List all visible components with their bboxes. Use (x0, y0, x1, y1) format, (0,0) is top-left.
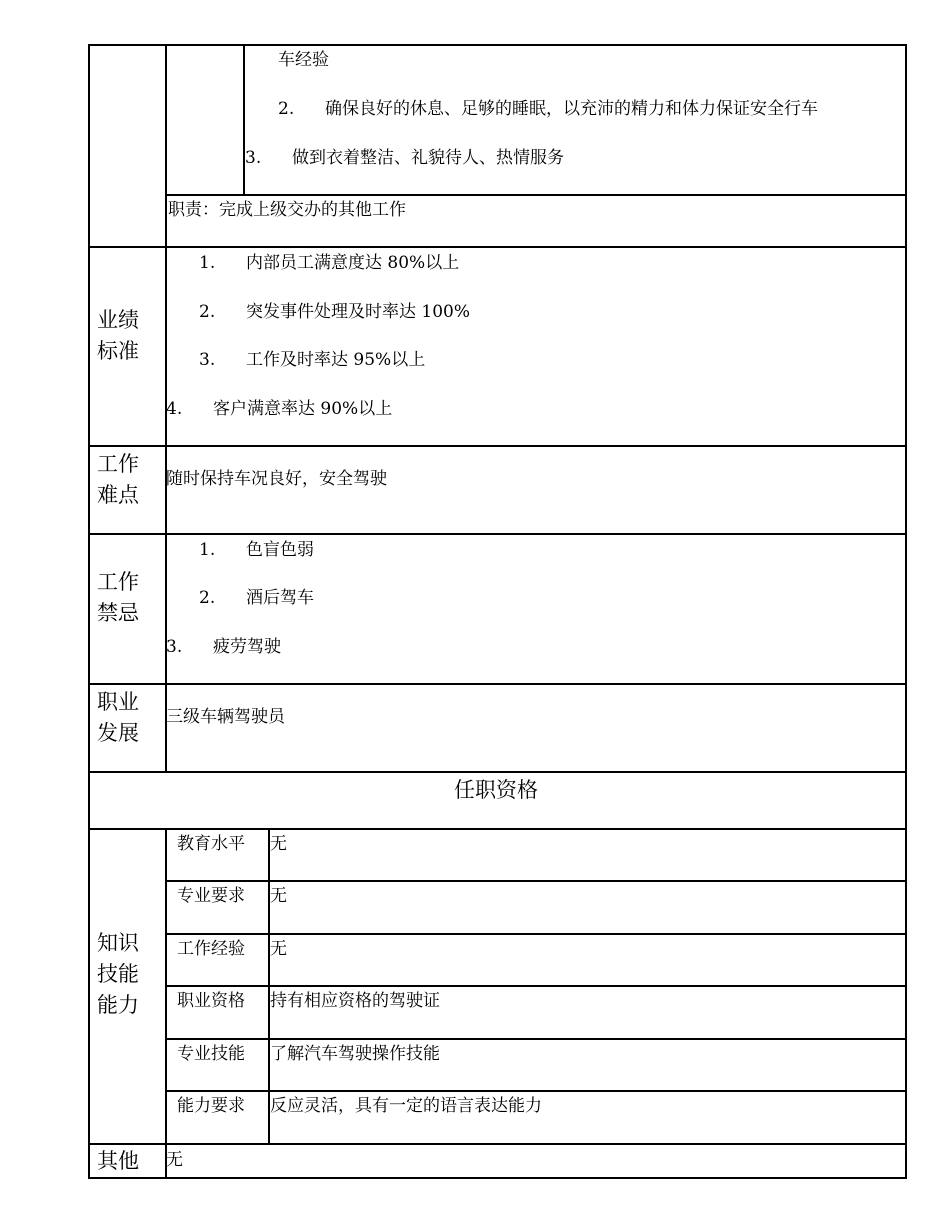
career-text: 三级车辆驾驶员 (166, 707, 285, 727)
row-divider (88, 683, 907, 685)
qualification-value-education: 无 (270, 834, 287, 854)
career-label: 职业 发展 (97, 690, 139, 745)
performance-item-number: 4. (166, 399, 183, 419)
taboo-item-text: 疲劳驾驶 (213, 637, 281, 657)
qualification-value-ability: 反应灵活，具有一定的语言表达能力 (270, 1096, 542, 1116)
row-divider (88, 1143, 907, 1145)
table-top-border (88, 44, 907, 46)
duty-other: 职责：完成上级交办的其他工作 (168, 200, 406, 220)
other-text: 无 (166, 1150, 183, 1170)
performance-item-number: 1. (199, 253, 216, 273)
taboo-item-number: 1. (199, 540, 216, 560)
qualification-value-experience: 无 (270, 939, 287, 959)
row-divider (166, 985, 907, 987)
performance-item-number: 2. (199, 302, 216, 322)
column-divider (165, 828, 167, 1179)
performance-item-text: 客户满意率达 90%以上 (213, 399, 393, 419)
duty-item-text: 做到衣着整洁、礼貌待人、热情服务 (292, 148, 564, 168)
qualification-value-certificate: 持有相应资格的驾驶证 (270, 991, 440, 1011)
qualification-key-education: 教育水平 (177, 834, 245, 854)
row-divider (166, 880, 907, 882)
qualification-key-ability: 能力要求 (177, 1096, 245, 1116)
table-bottom-border (88, 1177, 907, 1179)
performance-item-text: 突发事件处理及时率达 100% (246, 302, 471, 322)
row-divider (88, 771, 907, 773)
performance-item-text: 内部员工满意度达 80%以上 (246, 253, 460, 273)
performance-item-text: 工作及时率达 95%以上 (246, 350, 426, 370)
qualification-key-experience: 工作经验 (177, 939, 245, 959)
qualification-value-skill: 了解汽车驾驶操作技能 (270, 1044, 440, 1064)
qualification-key-skill: 专业技能 (177, 1044, 245, 1064)
qualification-value-major: 无 (270, 886, 287, 906)
row-divider (88, 828, 907, 830)
duty-item-text: 确保良好的休息、足够的睡眠，以充沛的精力和体力保证安全行车 (325, 99, 818, 119)
row-divider (166, 933, 907, 935)
duty-item-number: 3. (245, 148, 262, 168)
row-divider (88, 246, 907, 248)
duty-line-tail: 车经验 (278, 50, 329, 70)
qualification-key-major: 专业要求 (177, 886, 245, 906)
row-divider (88, 533, 907, 535)
taboo-item-text: 酒后驾车 (246, 588, 314, 608)
row-divider (166, 194, 907, 196)
qualification-title: 任职资格 (454, 778, 538, 802)
duty-item-number: 2. (278, 99, 295, 119)
column-divider (243, 44, 245, 195)
performance-item-number: 3. (199, 350, 216, 370)
row-divider (166, 1090, 907, 1092)
taboo-item-number: 3. (166, 637, 183, 657)
table-left-border (88, 44, 90, 1179)
difficulty-label: 工作 难点 (97, 452, 139, 507)
taboo-label: 工作 禁忌 (97, 570, 139, 625)
other-label: 其他 (97, 1149, 139, 1173)
row-divider (166, 1038, 907, 1040)
difficulty-text: 随时保持车况良好，安全驾驶 (166, 469, 387, 489)
performance-label: 业绩 标准 (97, 308, 139, 363)
table-right-border (905, 44, 907, 1179)
taboo-item-text: 色盲色弱 (246, 540, 314, 560)
row-divider (88, 445, 907, 447)
taboo-item-number: 2. (199, 588, 216, 608)
qualification-key-certificate: 职业资格 (177, 991, 245, 1011)
qualification-label: 知识 技能 能力 (97, 931, 139, 1017)
